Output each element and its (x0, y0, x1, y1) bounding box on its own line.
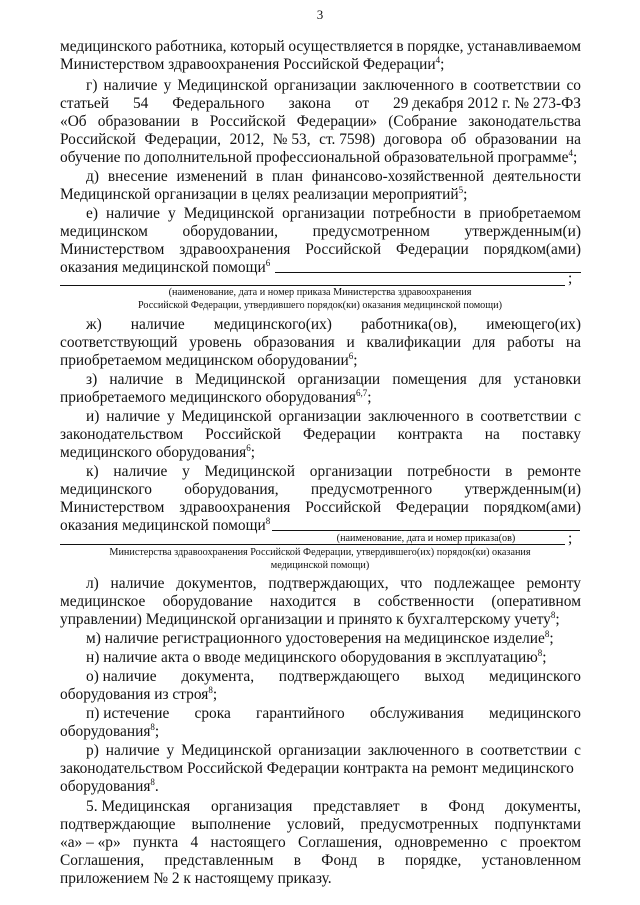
paragraph-e-line: медицинском оборудовании, предусмотренном утвержденным(и) (60, 223, 581, 240)
paragraph-l-line: управлении) Медицинской организации и принято к бухгалтерскому учету$^8$; (60, 610, 560, 628)
footnote-ref: 8 (537, 648, 543, 658)
footnote-ref: 8 (150, 722, 155, 732)
footnote-ref: 8 (208, 685, 213, 695)
paragraph-i-line: законодательством Российской Федерации контракта на поставку (60, 426, 581, 443)
paragraph-5-line: приложением № 2 к настоящему приказу. (60, 870, 332, 887)
paragraph-g-line: Российской Федерации, 2012, № 53, ст. 7598) договора об образовании на (60, 131, 581, 148)
paragraph-o-line: оборудования из строя$^8$; (60, 685, 218, 703)
paragraph-z-line: з) наличие в Медицинской организации помещения для установки (86, 371, 581, 388)
paragraph-zh-line: приобретаемом медицинском оборудовании$^6$; (60, 351, 358, 369)
paragraph-d-line: д) внесение изменений в план финансово-хозяйственной деятельности (86, 168, 581, 185)
text-line: медицинского работника, который осуществляется в порядке, устанавливаемом (60, 38, 581, 55)
paragraph-e-line: Министерством здравоохранения Российской Федерации порядком(ами) (60, 241, 581, 258)
footnote-ref: 6 (348, 351, 354, 361)
footnote-ref: 6 (246, 443, 251, 453)
paragraph-o-line: о) наличие документа, подтверждающего выход медицинского (86, 668, 581, 685)
paragraph-k-line: медицинского оборудования, предусмотренного утвержденным(и) (60, 481, 581, 498)
footnote-ref: 4 (568, 148, 573, 158)
paragraph-k-line: к) наличие у Медицинской организации потребности в ремонте (86, 463, 581, 480)
paragraph-g-line: обучение по дополнительной профессиональной образовательной программе$^4$; (60, 148, 578, 166)
footnote-ref: 5 (458, 185, 464, 195)
paragraph-5-line: 5. Медицинская организация представляет в Фонд документы, (86, 798, 581, 815)
paragraph-z-line: приобретаемого медицинского оборудования$^{6,7}$; (60, 388, 372, 406)
paragraph-zh-line: ж) наличие медицинского(их) работника(ов), имеющего(их) (86, 316, 581, 333)
footnote-ref: 8 (550, 610, 556, 620)
caption: (наименование, дата и номер приказа(ов) (336, 533, 516, 544)
footnote-ref: 8 (265, 516, 271, 526)
paragraph-5-line: Соглашения, представленным в Фонд в порядке, установленном (60, 852, 581, 869)
paragraph-p-line: оборудования$^8$; (60, 722, 160, 740)
footnote-ref: 8 (150, 777, 155, 787)
caption: медицинской помощи) (270, 560, 370, 571)
fill-line (60, 544, 565, 545)
paragraph-r-line: оборудования$^8$. (60, 777, 159, 795)
fill-line (272, 530, 580, 531)
paragraph-m: м) наличие регистрационного удостоверения на медицинское изделие$^8$; (86, 629, 554, 647)
caption: Министерства здравоохранения Российской Федерации, утвердившего(их) порядок(ки) оказания (109, 547, 531, 558)
fill-end: ; (568, 530, 573, 547)
footnote-ref: 8 (544, 629, 550, 639)
paragraph-d-line: Медицинской организации в целях реализации мероприятий$^5$; (60, 185, 468, 203)
paragraph-g-line: «Об образовании в Российской Федерации» (Собрание законодательства (60, 113, 581, 130)
paragraph-i-line: медицинского оборудования$^6$; (60, 443, 256, 461)
page-number: 3 (316, 7, 324, 22)
paragraph-e-line: е) наличие у Медицинской организации потребности в приобретаемом (86, 205, 581, 222)
paragraph-i-line: и) наличие у Медицинской организации заключенного в соответствии с (86, 408, 581, 425)
paragraph-g-line: г) наличие у Медицинской организации заключенного в соответствии со (86, 77, 581, 94)
text-line: Министерством здравоохранения Российской Федерации$^4$; (60, 55, 445, 73)
paragraph-p-line: п) истечение срока гарантийного обслуживания медицинского (86, 705, 581, 722)
fill-line (275, 272, 581, 273)
footnote-ref: 6,7 (355, 388, 368, 398)
paragraph-k-line: Министерством здравоохранения Российской Федерации порядком(ами) (60, 499, 581, 516)
footnote-ref: 4 (435, 55, 441, 65)
paragraph-k-line: оказания медицинской помощи$^8$ (60, 516, 271, 534)
paragraph-5-line: «а» – «р» пункта 4 настоящего Соглашения, одновременно с проектом (60, 834, 581, 851)
paragraph-l-line: медицинское оборудование находится в собственности (оперативном (60, 593, 581, 610)
paragraph-r-line: р) наличие у Медицинской организации заключенного в соответствии с (86, 742, 581, 759)
caption: (наименование, дата и номер приказа Министерства здравоохранения (168, 287, 472, 298)
footnote-ref: 6 (265, 258, 271, 268)
paragraph-zh-line: соответствующий уровень образования и квалификации для работы на (60, 334, 581, 351)
paragraph-g-line: статьей 54 Федерального закона от 29 декабря 2012 г. № 273-ФЗ (60, 95, 581, 112)
paragraph-e-line: оказания медицинской помощи$^6$ (60, 258, 271, 276)
paragraph-n: н) наличие акта о вводе медицинского оборудования в эксплуатацию$^8$; (86, 648, 547, 666)
fill-end: ; (568, 270, 573, 287)
paragraph-5-line: подтверждающие выполнение условий, предусмотренных подпунктами (60, 816, 581, 833)
paragraph-r-line: законодательством Российской Федерации контракта на ремонт медицинского (60, 760, 574, 777)
caption: Российской Федерации, утвердившего порядок(ки) оказания медицинской помощи) (138, 300, 502, 311)
paragraph-l-line: л) наличие документов, подтверждающих, что подлежащее ремонту (86, 575, 581, 592)
